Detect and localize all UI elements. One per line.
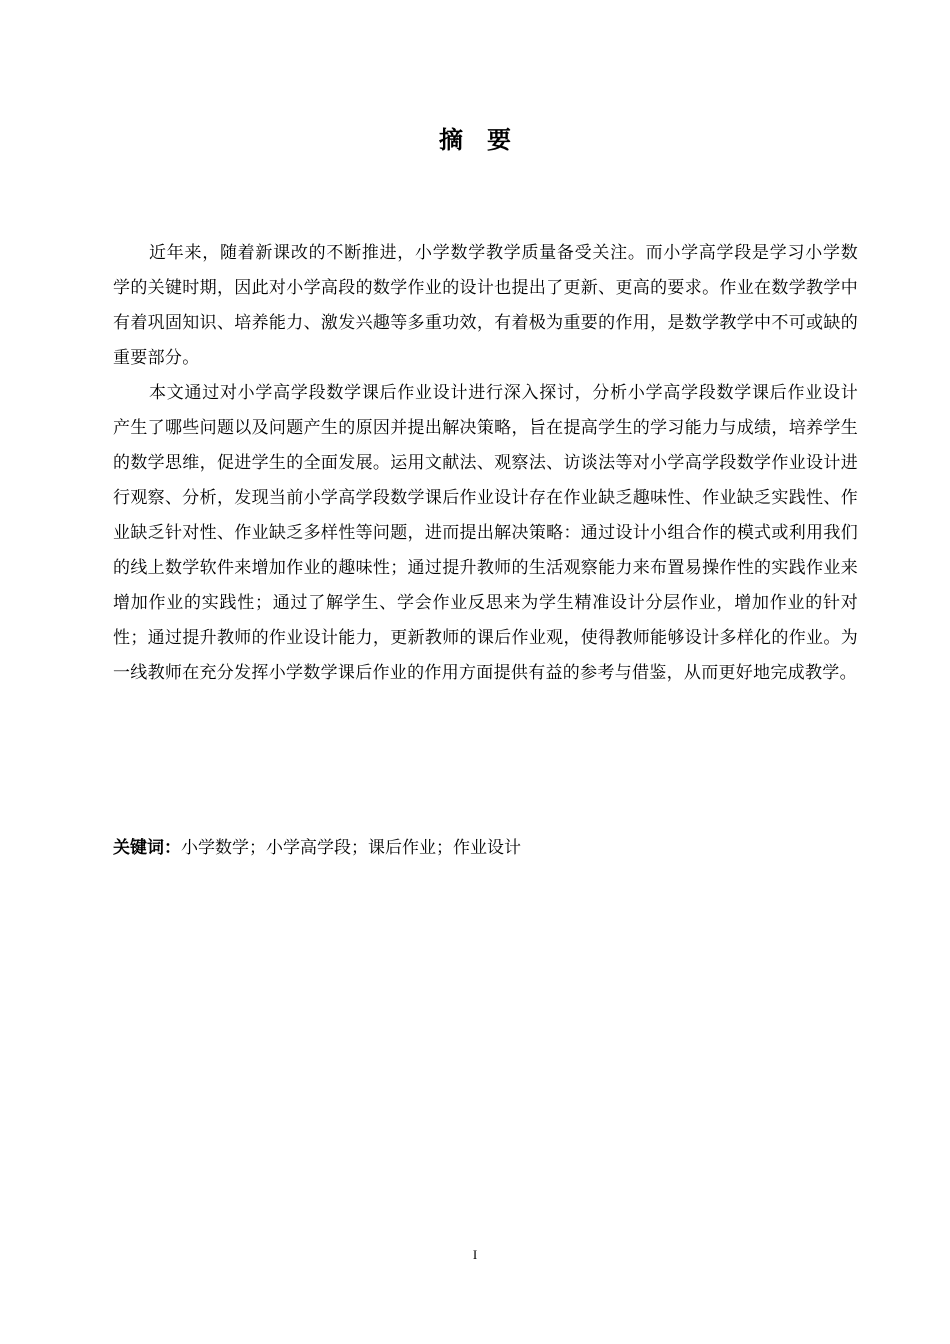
keywords-label: 关键词： — [113, 838, 181, 858]
keywords-list: 小学数学；小学高学段；课后作业；作业设计 — [181, 838, 521, 858]
page-number: I — [472, 1247, 478, 1262]
page-title: 摘要 — [439, 126, 535, 154]
abstract-paragraph-1: 近年来，随着新课改的不断推进，小学数学教学质量备受关注。而小学高学段是学习小学数学的关键时期，因此对小学高段的数学作业的设计也提出了更新、更高的要求。作业在数学教学中有着巩固知识、培养能力、激发兴趣等多重功效，有着极为重要的作用，是数学教学中不可或缺的重要部分。 — [113, 243, 858, 368]
abstract-body — [113, 236, 858, 691]
keywords-line — [113, 832, 858, 864]
abstract-paragraph-2: 本文通过对小学高学段数学课后作业设计进行深入探讨，分析小学高学段数学课后作业设计产生了哪些问题以及问题产生的原因并提出解决策略，旨在提高学生的学习能力与成绩，培养学生的数学思维，促进学生的全面发展。运用文献法、观察法、访谈法等对小学高学段数学作业设计进行观察、分析，发现当前小学高学段数学课后作业设计存在作业缺乏趣味性、作业缺乏实践性、作业缺乏针对性、作业缺乏多样性等问题，进而提出解决策略：通过设计小组合作的模式或利用我们的线上数学软件来增加作业的趣味性；通过提升教师的生活观察能力来布置易操作性的实践作业来增加作业的实践性；通过了解学生、学会作业反思来为学生精准设计分层作业，增加作业的针对性；通过提升教师的作业设计能力，更新教师的课后作业观，使得教师能够设计多样化的作业。为一线教师在充分发挥小学数学课后作业的作用方面提供有益的参考与借鉴，从而更好地完成教学。 — [113, 383, 858, 683]
